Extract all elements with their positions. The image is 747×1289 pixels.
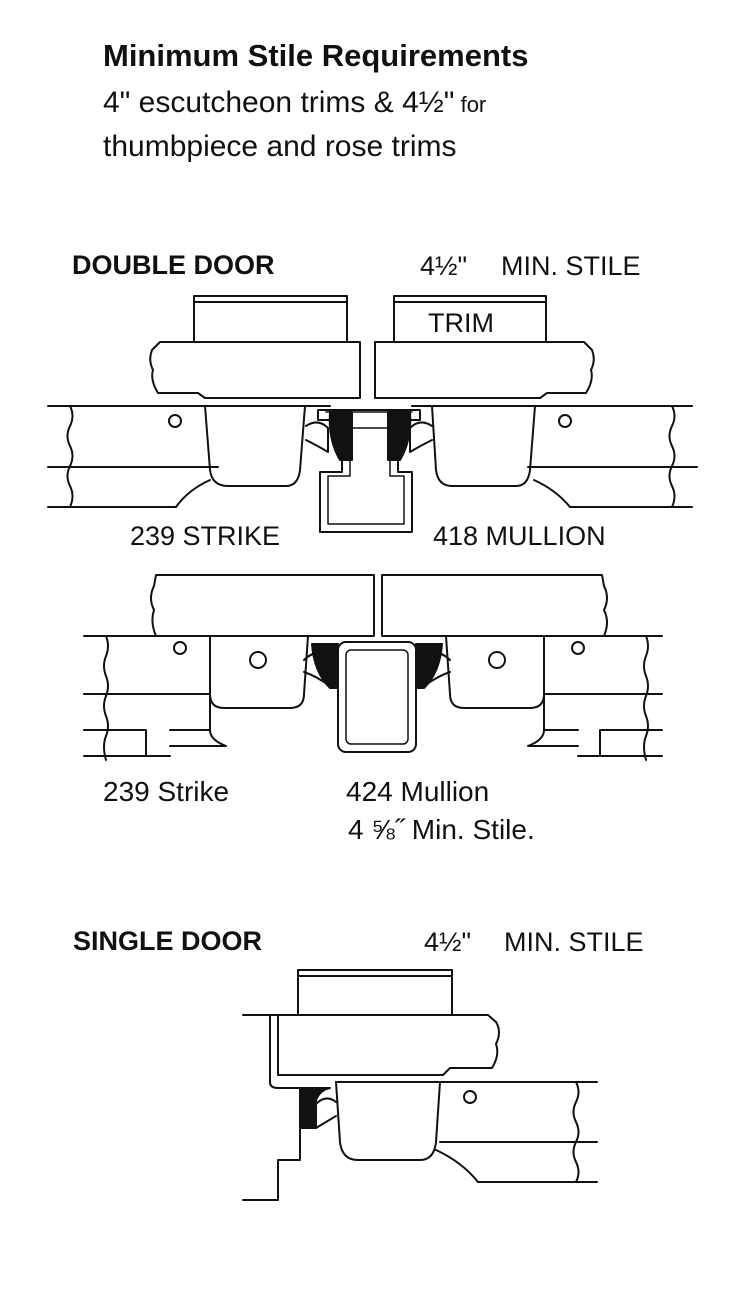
single-door-frame [243,1015,300,1200]
single-door-assembly [243,970,597,1200]
left-latch-nose [306,422,328,452]
right-door-424-outline [418,636,662,756]
left-escutcheon [150,342,360,398]
single-screw [464,1091,476,1103]
right-latch-nose [410,422,432,452]
left-door-424-outline [84,636,330,756]
left-screw-424-b [250,652,266,668]
mullion-424-outer [338,642,416,752]
single-door-break-line [574,1082,579,1182]
single-door-heading: SINGLE DOOR [73,926,263,956]
single-latch-nose [316,1098,336,1128]
single-lever-base [436,1150,478,1182]
single-escutcheon [278,1015,499,1075]
right-upper-bar [382,575,607,636]
single-door-outline [336,1082,597,1182]
left-door-break-line [68,406,73,507]
subtitle-line-1-small: for [454,92,487,117]
right-escutcheon [375,342,594,398]
mullion-424-right-seal [416,644,442,688]
mullion-418-right-seal [388,412,410,460]
mullion-label-lower: 424 Mullion [346,776,490,807]
left-strike-body [205,406,305,486]
right-screw-424-b [489,652,505,668]
right-screw-424-a [572,642,584,654]
right-strike-body [432,406,535,486]
right-strike-424 [446,636,544,708]
left-upper-bar [151,575,374,636]
single-door-min-stile-label: MIN. STILE [504,927,644,957]
strike-label-upper: 239 STRIKE [130,521,281,551]
double-door-min-stile-label: MIN. STILE [501,251,641,281]
left-door-424-break-line [104,636,108,760]
single-door-min-stile-value: 4½" [424,927,472,957]
page-title: Minimum Stile Requirements [103,38,529,73]
right-trim [375,296,594,507]
right-door-424-break-line [644,636,648,760]
subtitle-line-2: thumbpiece and rose trims [103,130,457,163]
trim-label: TRIM [428,308,494,338]
mullion-418-left-seal [330,412,352,460]
strike-label-lower: 239 Strike [103,776,230,807]
double-door-heading: DOUBLE DOOR [72,250,275,280]
subtitle-line-1-main: 4" escutcheon trims & 4½" [103,86,455,119]
right-lever-base [534,480,570,507]
mullion-424 [312,642,442,752]
double-door-min-stile-value: 4½" [420,251,468,281]
mullion-424-left-seal [312,644,338,688]
left-lever-base [176,480,210,507]
mullion-lower-min-stile: 4 ⅝˝ Min. Stile. [348,814,535,845]
left-screw-424-a [174,642,186,654]
left-strike-424 [210,636,308,708]
right-screw [559,415,571,427]
double-door-418-assembly [48,296,697,532]
left-screw [169,415,181,427]
single-strike-body [336,1082,440,1160]
mullion-424-inner [346,650,408,744]
mullion-418 [318,410,420,532]
mullion-label-upper: 418 MULLION [433,521,606,551]
double-door-424-assembly [84,575,662,760]
right-door-break-line [670,406,675,507]
